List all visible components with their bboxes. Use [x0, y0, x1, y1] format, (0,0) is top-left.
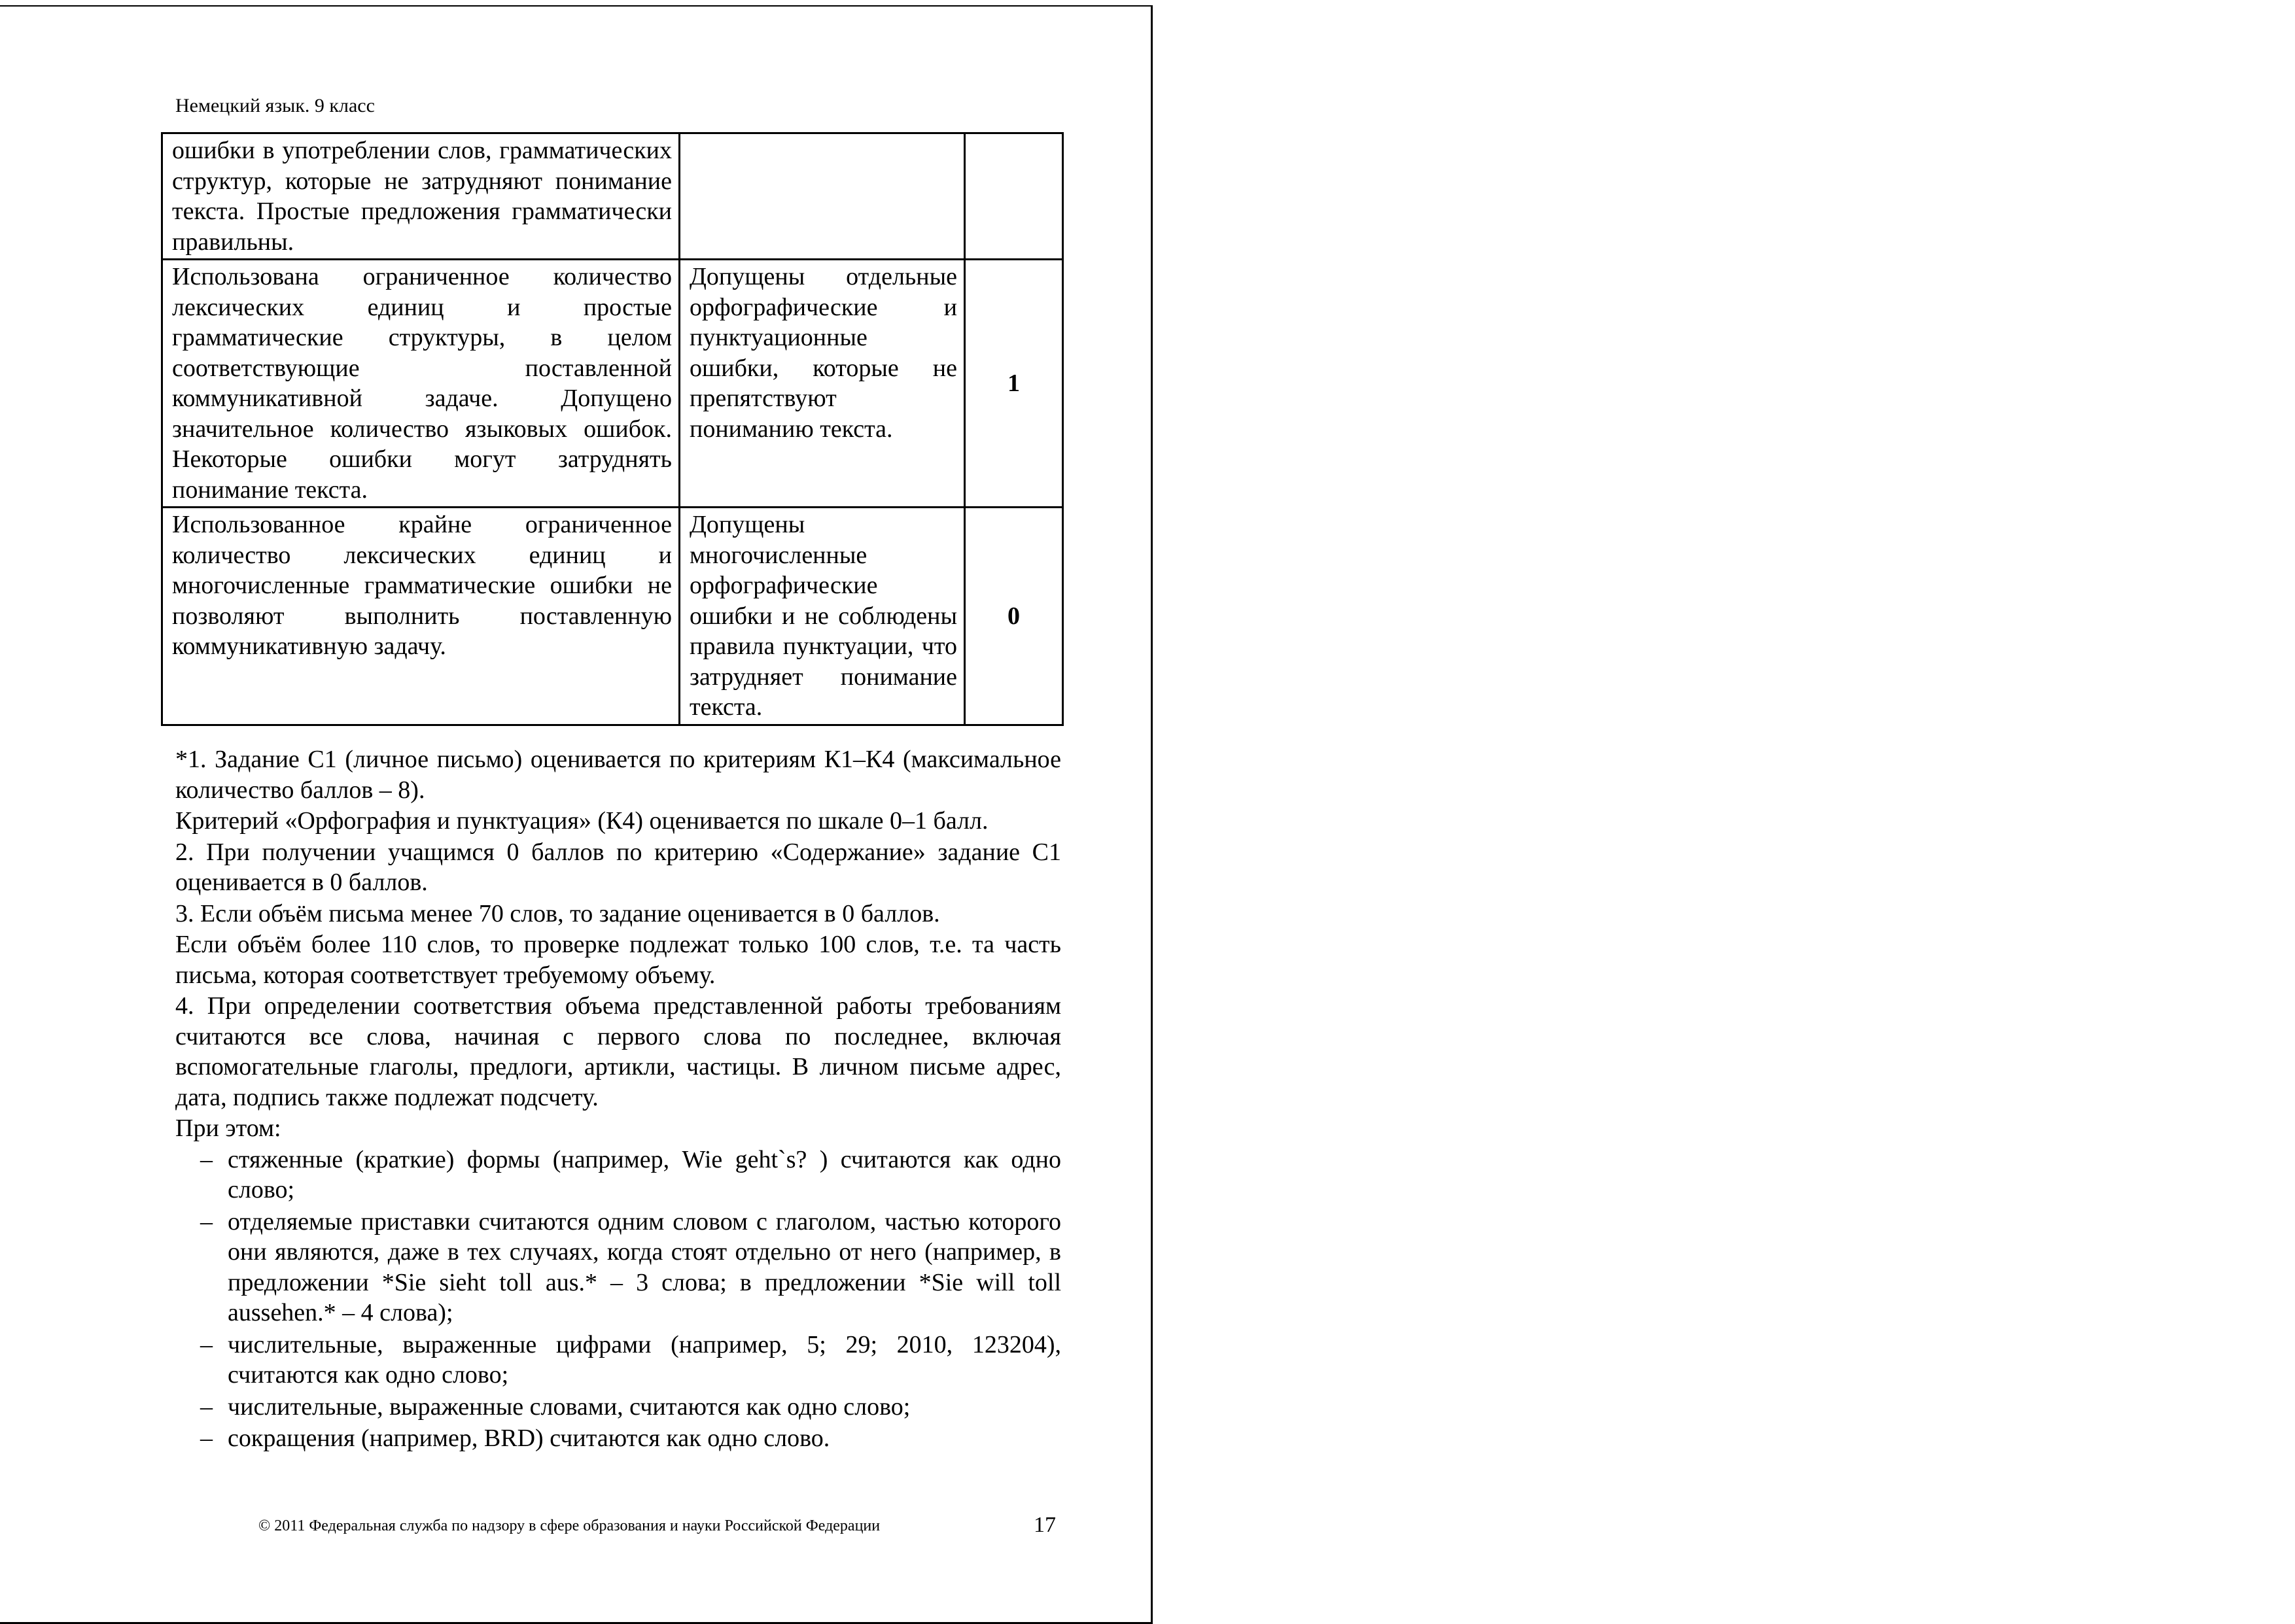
note-paragraph: При этом:: [175, 1114, 281, 1142]
criteria-description: Использована ограниченное количество лексических единиц и простые грамматические структуры, в целом соответствующие поставленной коммуникативной задаче. Допущено значительное количество языковых ошибок. Некоторые ошибки могут затруднять понимание текста.: [162, 260, 680, 508]
list-item: [175, 1392, 1061, 1423]
criteria-score: 1: [965, 260, 1063, 508]
dash-marker: –: [200, 1392, 213, 1421]
criteria-score: [965, 133, 1063, 260]
notes-section: [175, 744, 1061, 1455]
page-number: 17: [1034, 1513, 1056, 1537]
counting-rules-list: [175, 1145, 1061, 1454]
dash-marker: –: [200, 1425, 213, 1452]
page-footer: © 2011 Федеральная служба по надзору в сфере образования и науки Российской Федерации: [258, 1517, 881, 1534]
criteria-table: [161, 132, 1064, 726]
list-item-text: числительные, выраженные словами, считаются как одно слово;: [228, 1392, 911, 1421]
list-item: [175, 1423, 1061, 1454]
list-item-text: отделяемые приставки считаются одним словом с глаголом, частью которого они являются, даже в тех случаях, когда стоят отдельно от него (например, в предложении *Sie sieht toll aus.* – 3 слова; в предложении *Sie will toll aussehen.* – 4 слова);: [228, 1207, 1061, 1326]
criteria-description: ошибки в употреблении слов, грамматических структур, которые не затрудняют понимание текста. Простые предложения грамматически правильны.: [162, 133, 680, 260]
list-item-text: сокращения (например, BRD) считаются как одно слово.: [228, 1425, 830, 1452]
list-item: [175, 1145, 1061, 1205]
dash-marker: –: [200, 1145, 213, 1173]
note-paragraph: Если объём более 110 слов, то проверке подлежат только 100 слов, т.е. та часть письма, которая соответствует требуемому объему.: [175, 931, 1061, 989]
note-paragraph: Критерий «Орфография и пунктуация» (К4) оценивается по шкале 0–1 балл.: [175, 807, 989, 835]
criteria-orthography: Допущены отдельные орфографические и пунктуационные ошибки, которые не препятствуют пониманию текста.: [680, 260, 965, 508]
note-paragraph: 2. При получении учащимся 0 баллов по критерию «Содержание» задание С1 оценивается в 0 баллов.: [175, 838, 1061, 896]
list-item-text: числительные, выраженные цифрами (например, 5; 29; 2010, 123204), считаются как одно слово;: [228, 1330, 1061, 1389]
note-paragraph: 3. Если объём письма менее 70 слов, то задание оценивается в 0 баллов.: [175, 899, 940, 927]
dash-marker: –: [200, 1207, 213, 1235]
table-row: [162, 508, 1063, 725]
document-page: [0, 5, 1153, 1624]
table-row: [162, 133, 1063, 260]
dash-marker: –: [200, 1330, 213, 1358]
list-item: [175, 1330, 1061, 1391]
note-paragraph: 4. При определении соответствия объема представленной работы требованиям считаются все слова, начиная с первого слова по последнее, включая вспомогательные глаголы, предлоги, артикли, частицы. В личном письме адрес, дата, подпись также подлежат подсчету.: [175, 992, 1061, 1111]
criteria-score: 0: [965, 508, 1063, 725]
criteria-orthography: Допущены многочисленные орфографические ошибки и не соблюдены правила пунктуации, что затрудняет понимание текста.: [680, 508, 965, 725]
note-paragraph: *1. Задание С1 (личное письмо) оценивается по критериям К1–К4 (максимальное количество баллов – 8).: [175, 746, 1061, 804]
table-row: [162, 260, 1063, 508]
criteria-orthography: [680, 133, 965, 260]
criteria-description: Использованное крайне ограниченное количество лексических единиц и многочисленные грамматические ошибки не позволяют выполнить поставленную коммуникативную задачу.: [162, 508, 680, 725]
list-item: [175, 1207, 1061, 1328]
page-header: Немецкий язык. 9 класс: [175, 95, 375, 116]
list-item-text: стяженные (краткие) формы (например, Wie geht`s? ) считаются как одно слово;: [228, 1145, 1061, 1203]
